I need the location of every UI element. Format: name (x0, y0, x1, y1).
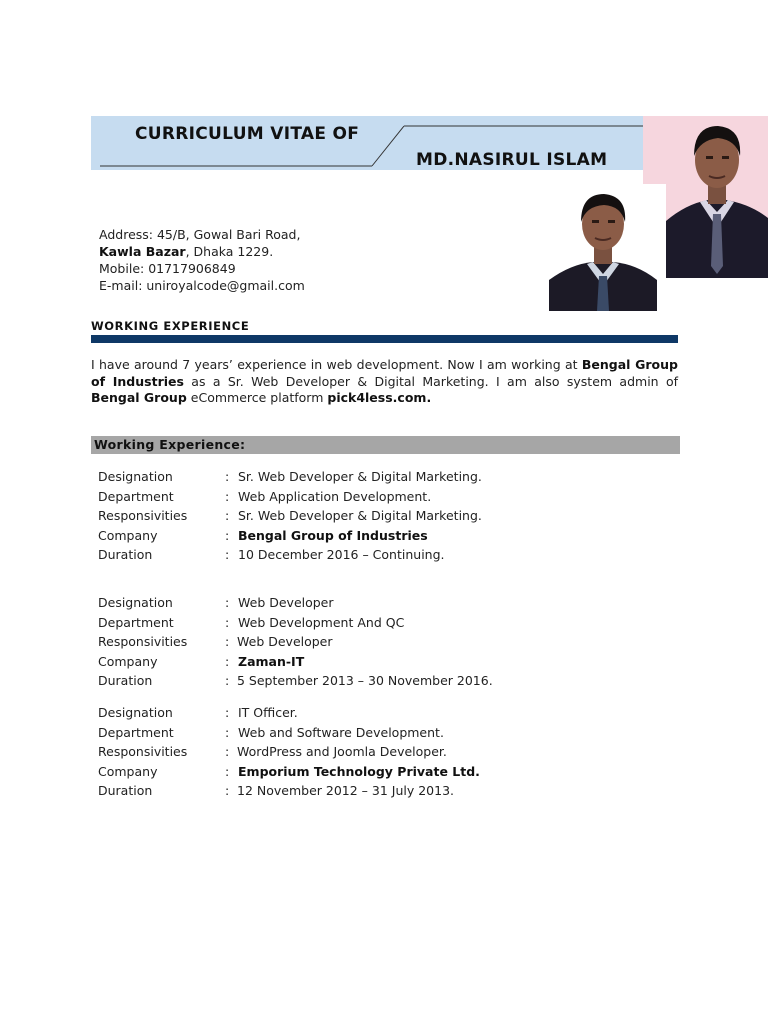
summary-group: Bengal Group (91, 390, 187, 405)
colon: : (225, 744, 230, 760)
colon: : (225, 488, 230, 504)
summary-company: Bengal Group of Industries (91, 357, 678, 389)
label-responsivities: Responsivities (98, 508, 188, 524)
colon: : (225, 595, 230, 610)
label-department: Department (98, 488, 174, 504)
job-responsivities: Sr. Web Developer & Digital Marketing. (238, 508, 482, 524)
label-designation: Designation (98, 705, 173, 720)
job-company: Zaman-IT (238, 653, 305, 669)
experience-table-title: Working Experience: (94, 437, 246, 452)
mobile-number: Mobile: 01717906849 (99, 261, 236, 276)
portrait-photo-small (549, 190, 657, 311)
label-responsivities: Responsivities (98, 744, 188, 760)
summary-text-2: as a Sr. Web Developer & Digital Marketing. I am also system admin of (183, 373, 678, 389)
job-designation: Sr. Web Developer & Digital Marketing. (238, 469, 482, 484)
colon: : (225, 634, 230, 650)
job-department: Web Development And QC (238, 614, 405, 630)
label-department: Department (98, 724, 174, 740)
cv-title: CURRICULUM VITAE OF (135, 124, 360, 144)
job-responsivities: Web Developer (237, 634, 333, 650)
experience-table-header (91, 436, 680, 454)
job-responsivities: WordPress and Joomla Developer. (237, 744, 447, 760)
job-department: Web Application Development. (238, 488, 432, 504)
label-department: Department (98, 614, 174, 630)
colon: : (225, 527, 230, 543)
job-duration: 5 September 2013 – 30 November 2016. (237, 673, 493, 689)
label-designation: Designation (98, 469, 173, 484)
job-company: Bengal Group of Industries (238, 527, 428, 543)
colon: : (225, 508, 230, 524)
address-line-1: Address: 45/B, Gowal Bari Road, (99, 227, 301, 242)
colon: : (225, 724, 230, 740)
colon: : (225, 763, 230, 779)
colon: : (225, 705, 230, 720)
colon: : (225, 547, 230, 563)
experience-summary (91, 357, 678, 407)
job-duration: 10 December 2016 – Continuing. (238, 547, 445, 563)
job-designation: IT Officer. (238, 705, 298, 720)
summary-text-1: I have around 7 years’ experience in web development. Now I am working at (91, 357, 582, 372)
label-duration: Duration (98, 673, 153, 689)
colon: : (225, 783, 230, 799)
summary-text-3: eCommerce platform (186, 390, 328, 405)
label-duration: Duration (98, 547, 153, 563)
label-company: Company (98, 527, 158, 543)
job-company: Emporium Technology Private Ltd. (238, 763, 480, 779)
portrait-photo-large (666, 116, 768, 278)
job-duration: 12 November 2012 – 31 July 2013. (237, 783, 455, 799)
label-responsivities: Responsivities (98, 634, 188, 650)
colon: : (225, 614, 230, 630)
address-area: Kawla Bazar (99, 244, 186, 259)
label-designation: Designation (98, 595, 173, 610)
colon: : (225, 469, 230, 484)
contact-block (99, 226, 305, 294)
label-company: Company (98, 653, 158, 669)
job-department: Web and Software Development. (238, 724, 444, 740)
colon: : (225, 673, 230, 689)
section-divider (91, 335, 678, 343)
job-designation: Web Developer (238, 595, 334, 610)
address-city: , Dhaka 1229. (185, 244, 274, 259)
summary-website: pick4less.com. (327, 390, 432, 405)
label-duration: Duration (98, 783, 153, 799)
colon: : (225, 653, 230, 669)
candidate-name: MD.NASIRUL ISLAM (416, 150, 608, 170)
section-heading-working-experience: WORKING EXPERIENCE (91, 319, 250, 333)
address-line-2 (99, 243, 305, 260)
label-company: Company (98, 763, 158, 779)
email-address: E-mail: uniroyalcode@gmail.com (99, 278, 305, 293)
